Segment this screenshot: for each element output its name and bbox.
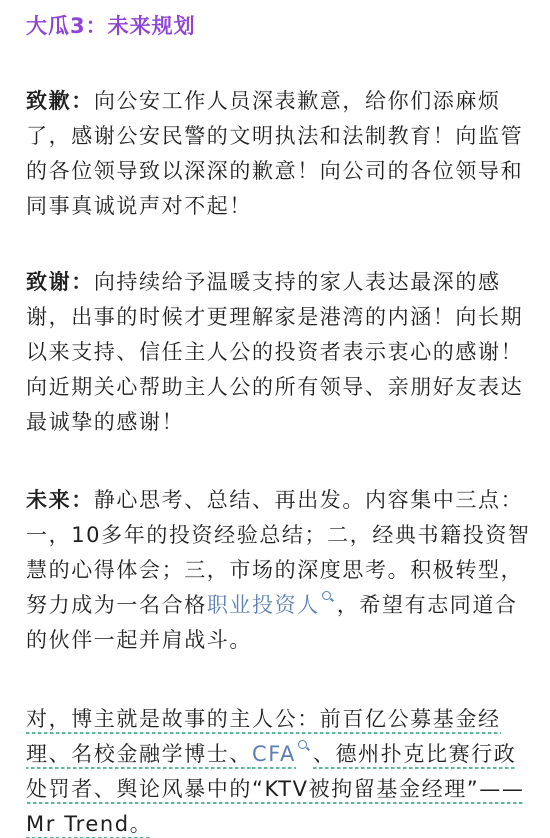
section-heading: 大瓜3：未来规划 [26,14,196,38]
apology-text: 向公安工作人员深表歉意，给你们添麻烦了，感谢公安民警的文明执法和法制教育！向监管的各位领导致以深深的歉意！向公司的各位领导和同事真诚说声对不起！ [26,89,524,218]
cfa-link[interactable]: CFA [252,742,296,769]
apology-paragraph [26,84,532,224]
future-paragraph [26,483,532,658]
thanks-text: 向持续给予温暖支持的家人表达最深的感谢，出事的时候才更理解家是港湾的内涵！向长期以来支持、信任主人公的投资者表示衷心的感谢！向近期关心帮助主人公的所有领导、亲朋好友表达最诚挚的感谢！ [26,270,524,434]
future-label: 未来： [26,488,94,512]
future-text: 静心思考、总结、再出发。内容集中三点：一，10多年的投资经验总结；二，经典书籍投资智慧的心得体会；三，市场的深度思考。积极转型，努力成为一名合格 [26,488,531,617]
search-icon[interactable] [322,591,331,600]
thanks-paragraph [26,265,532,440]
author-paragraph [26,702,532,838]
future-text-end: ，希望有志同道合的伙伴一起并肩战斗。 [26,593,518,652]
investor-link[interactable]: 职业投资人 [206,593,320,617]
thanks-label: 致谢： [26,270,94,294]
apology-label: 致歉： [26,89,94,113]
search-icon[interactable] [298,740,307,749]
author-text: 对，博主就是故事的主人公：前百亿公募基金经理、名校金融学博士、 [26,707,501,769]
author-text-end: 、德州扑克比赛行政处罚者、舆论风暴中的“KTV被拘留基金经理”——Mr Trend。 [26,742,525,838]
